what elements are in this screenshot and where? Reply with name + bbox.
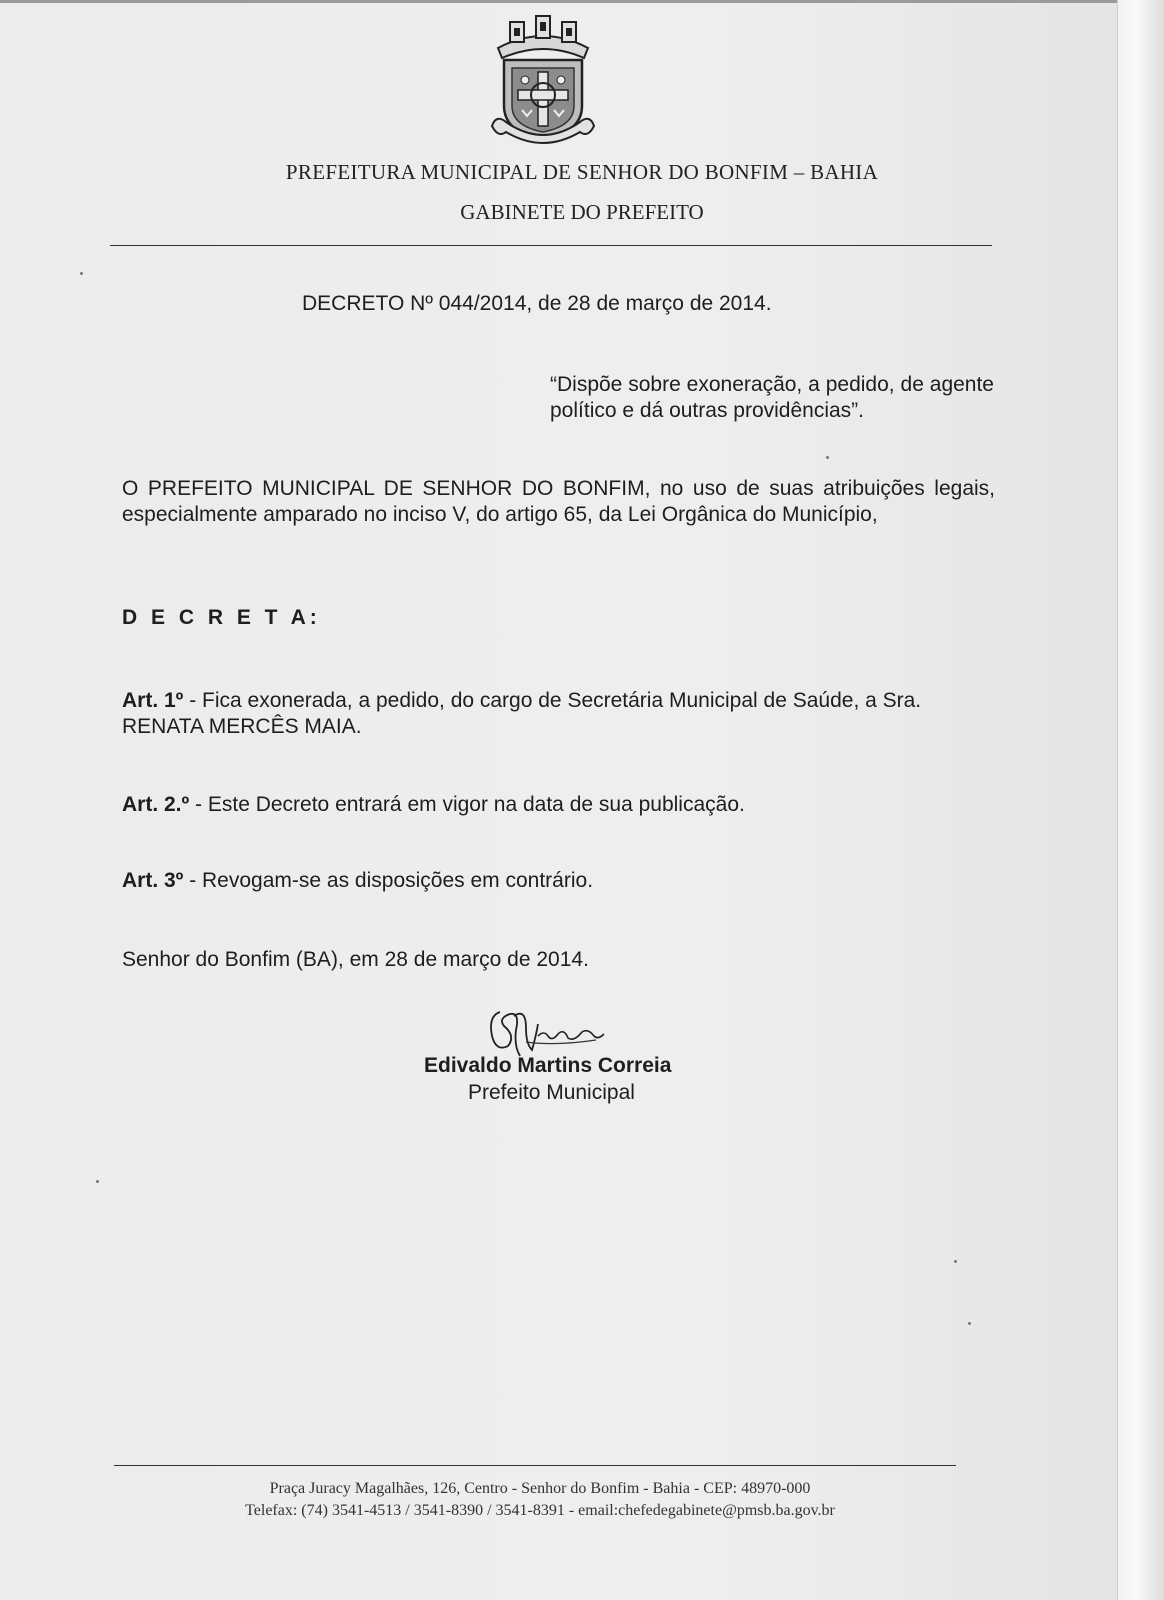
header-divider [110,245,992,246]
scan-top-edge [0,0,1118,3]
decree-summary: “Dispõe sobre exoneração, a pedido, de agente político e dá outras providências”. [550,373,994,422]
scan-speck [968,1322,971,1325]
signatory-role: Prefeito Municipal [468,1081,635,1104]
article-label: Art. 1º [122,689,184,712]
article-label: Art. 3º [122,869,184,892]
article-label: Art. 2.º [122,793,190,816]
decreta-heading: D E C R E T A: [122,606,321,629]
signatory-name: Edivaldo Martins Correia [424,1054,672,1077]
article-1 [122,688,994,740]
article-2 [122,792,994,818]
municipal-coat-of-arms-icon [488,14,598,152]
article-text: - Fica exonerada, a pedido, do cargo de Secretária Municipal de Saúde, a Sra. RENATA MERCÊS MAIA. [122,689,922,738]
scan-speck [954,1260,957,1263]
scan-right-edge [1117,0,1164,1600]
letterhead-title: PREFEITURA MUNICIPAL DE SENHOR DO BONFIM – BAHIA [285,160,879,184]
scan-speck [96,1180,99,1183]
article-text: - Este Decreto entrará em vigor na data de sua publicação. [189,793,745,816]
footer-divider [114,1465,956,1466]
article-text: - Revogam-se as disposições em contrário. [183,869,594,892]
footer-address: Praça Juracy Magalhães, 126, Centro - Senhor do Bonfim - Bahia - CEP: 48970-000 [269,1480,811,1497]
place-and-date: Senhor do Bonfim (BA), em 28 de março de 2014. [122,948,589,971]
scan-speck [80,272,83,275]
footer-contact: Telefax: (74) 3541-4513 / 3541-8390 / 3541-8391 - email:chefedegabinete@pmsb.ba.gov.br [245,1502,835,1519]
decree-title: DECRETO Nº 044/2014, de 28 de março de 2014. [302,292,772,315]
scan-speck [826,456,829,459]
letterhead-subtitle: GABINETE DO PREFEITO [460,200,704,224]
decree-preamble: O PREFEITO MUNICIPAL DE SENHOR DO BONFIM, no uso de suas atribuições legais, especialmente amparado no inciso V, do artigo 65, da Lei Orgânica do Município, [122,477,995,526]
article-3 [122,868,994,894]
